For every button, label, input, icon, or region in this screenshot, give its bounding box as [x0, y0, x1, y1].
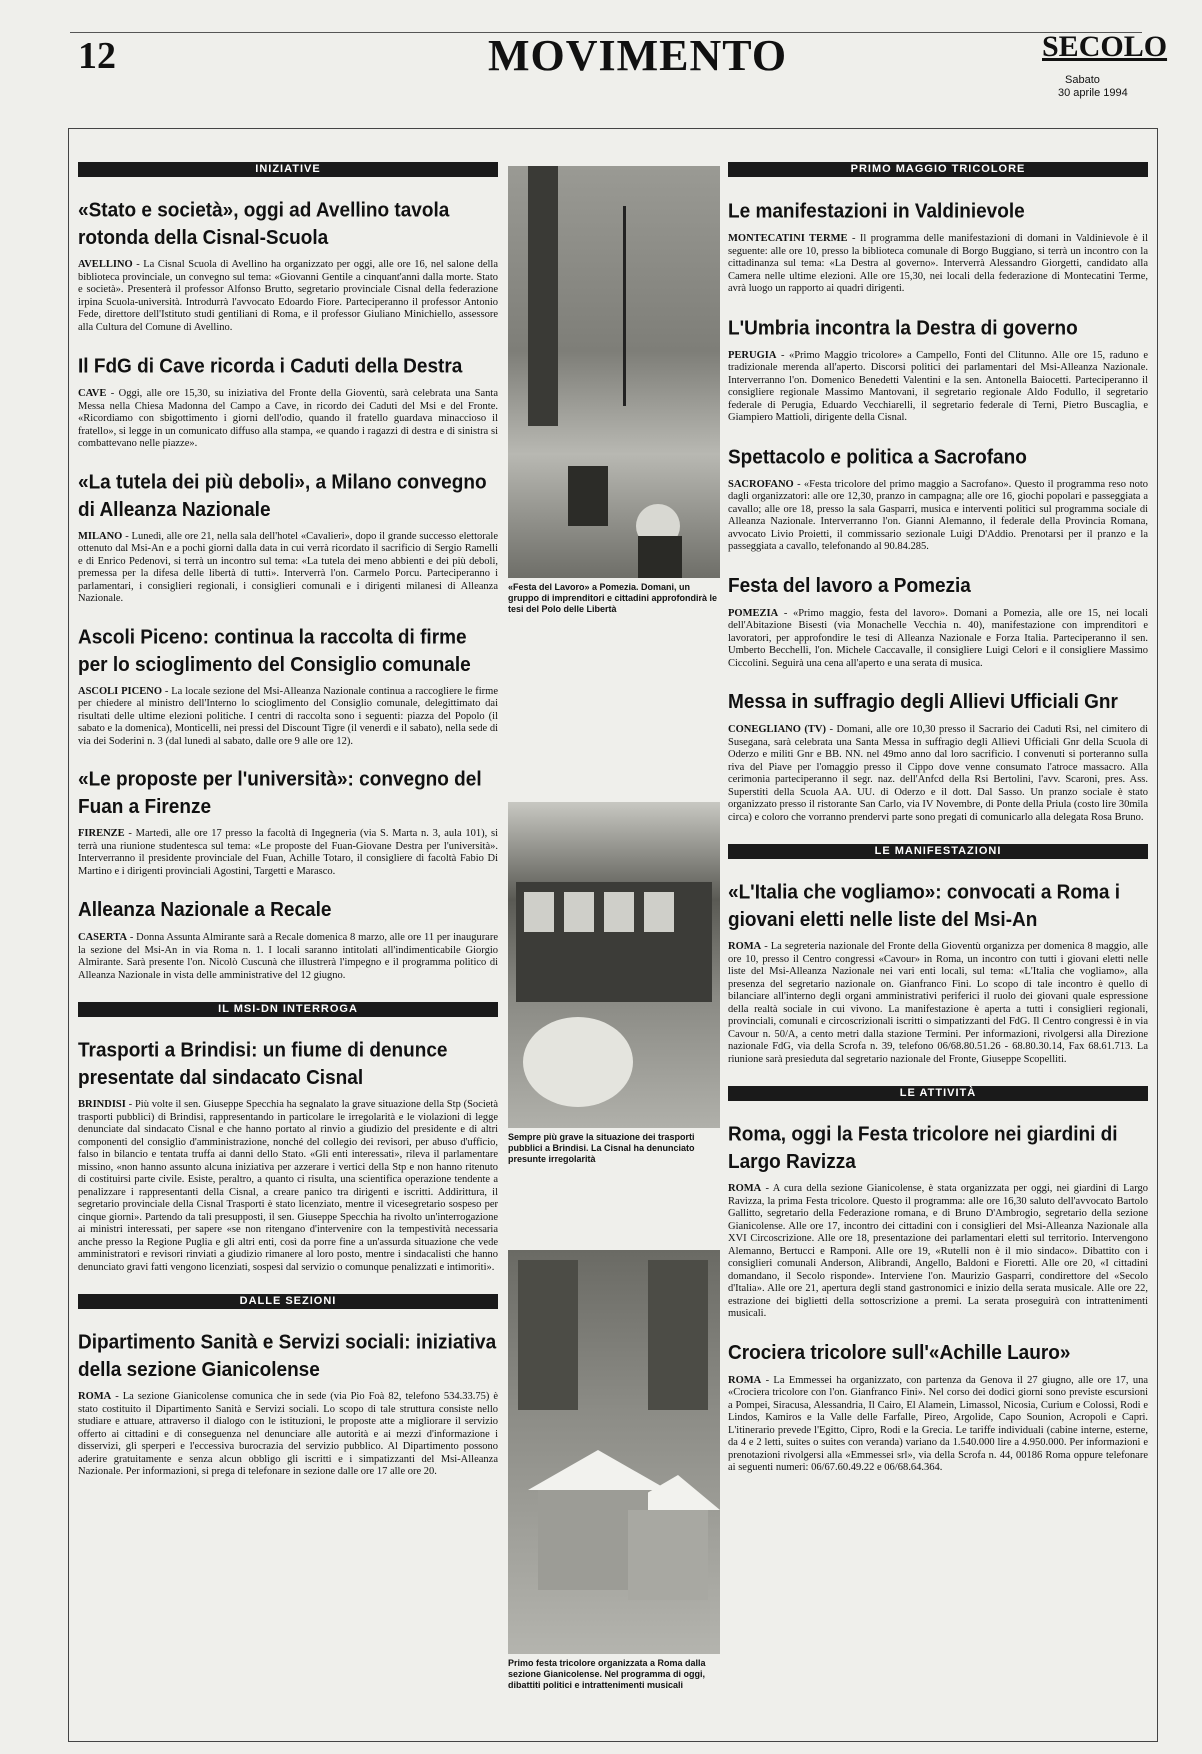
- issue-date: 30 aprile 1994: [1058, 87, 1128, 99]
- article-title: Messa in suffragio degli Allievi Ufficiali Gnr: [728, 691, 1118, 714]
- dateline: MILANO: [78, 530, 123, 542]
- right-column: [728, 162, 1148, 1495]
- article-body: [78, 531, 498, 606]
- article-title: Crociera tricolore sull'«Achille Lauro»: [728, 1341, 1071, 1364]
- photo-festa: [508, 1250, 720, 1654]
- article-body: [78, 388, 498, 451]
- dateline: FIRENZE: [78, 828, 125, 839]
- dateline: CAVE: [78, 388, 107, 399]
- article-body: [728, 1183, 1148, 1321]
- article-title: Il FdG di Cave ricorda i Caduti della Destra: [78, 355, 463, 378]
- article-text: - Oggi, alle ore 15,30, su iniziativa del Fronte della Gioventù, sarà celebrata una Santa Messa nella Chiesa Madonna del Campo a Cave, in ricordo dei Caduti del Msi e del Fronte. «Ricordiamo con sbigottimento i giorni dell'odio, quando il fratello guardava minaccioso il fratello», si legge in un comunicato diffuso alla stampa, «e quando i ragazzi di destra e di sinistra si combattevano nelle piazze».: [78, 388, 498, 449]
- article-text: - Lunedì, alle ore 21, nella sala dell'hotel «Cavalieri», dopo il grande successo elettorale ottenuto dal Msi-An e a pochi giorni dalla data in cui verrà ricordato il sacrificio di Sergio Ramelli e di Enrico Pedenovi, si terrà un incontro sul tema: «La tutela dei meno abbienti e dei più deboli, premessa per la difesa delle libertà di tutti». Interverrà l'on. Carmelo Porcu. Parteciperanno i parlamentari, i consiglieri regionali, i consiglieri comunali e i dirigenti milanesi di Alleanza Nazionale.: [78, 530, 499, 604]
- dateline: PERUGIA: [728, 349, 777, 361]
- dateline: ROMA: [78, 1391, 112, 1402]
- section-bar: LE ATTIVITÀ: [728, 1086, 1148, 1101]
- article-title: Dipartimento Sanità e Servizi sociali: iniziativa della sezione Gianicolense: [78, 1331, 497, 1382]
- photo-caption: Sempre più grave la situazione dei trasporti pubblici a Brindisi. La Cisnal ha denunciato presunte irregolarità: [508, 1132, 695, 1164]
- article-text: - A cura della sezione Gianicolense, è stata organizzata per oggi, nei giardini di Largo Ravizza, la prima Festa tricolore. Questo il programma: alle ore 16,30 saluto dell'avvocato Bartolo Gallitto, segretario della Federazione romana, e di Bruno D'Ambrogio, segretario della sezione Gianicolense. Alle ore 17, incontro dei cittadini con i consiglieri del Msi-Alleanza Nazionale alla XVI Circoscrizione. Alle ore 18, presentazione dei parlamentari eletti sul territorio. Intervengono Alemanno, Bertucci e Ramponi. Alle ore 19, «Rutelli non è il mio sindaco». Dibattito con i consiglieri comunali Anderson, Alibrandi, Angello, Baldoni e Fioretti. Alle ore 20, «I cittadini domandano, il Secolo risponde». Interviene l'on. Maurizio Gasparri, condirettore del «Secolo d'Italia». Alle ore 21, apertura degli stand gastronomici e inizio della serata musicale. Alle ore 22, estrazione dei biglietti della sottoscrizione a premi. La serata proseguirà con intrattenimenti musicali.: [728, 1183, 1148, 1319]
- article-body: [78, 686, 498, 749]
- article-text: - La sezione Gianicolense comunica che in sede (via Pio Foà 82, telefono 534.33.75) è stato costituito il Dipartimento Sanità e Servizi sociali. Lo scopo di tale struttura consiste nello studiare e attuare, attraverso il dialogo con le istituzioni, le proposte atte a migliorare il servizio offerto ai cittadini e di conseguenza nel denunciare alle autorità e ai mezzi d'informazione i disservizi, gli sperperi e l'eccessiva burocrazia del servizio pubblico. Al Dipartimento possono aderire gratuitamente e senza alcun obbligo gli iscritti e i simpatizzanti del Msi-Alleanza Nazionale. Per informazioni, si prega di telefonare in sezione dalle ore 17 alle ore 20.: [78, 1391, 499, 1477]
- article-text: - La segreteria nazionale del Fronte della Gioventù organizza per domenica 8 maggio, alle ore 10, presso il Centro congressi «Cavour» in Roma, un incontro con tutti i giovani eletti nelle liste del Msi-Alleanza Nazionale nei vari enti locali, sul tema: «L'Italia che vogliamo», alla presenza del segretario nazionale on. Gianfranco Fini. Lo scopo di tale incontro è quello di bilanciare all'interno degli organi amministrativi periferici il ruolo dei giovani quale espressione della realtà sociale in cui vivono. La manifestazione è aperta a tutti i consiglieri regionali, provinciali, comunali e circoscrizionali iscritti o simpatizzanti del FdG. Il Centro congressi è in via Cavour n. 50/A, a cento metri dalla stazione Termini. Per informazioni, rivolgersi alla Direzione nazionale FdG, via della Scrofa n. 39, telefono 06/68.80.51.26 - 68.80.30.14, Fax 68.61.713. La riunione sarà presieduta dal segretario nazionale del Fronte, Giuseppe Scopelliti.: [728, 941, 1148, 1065]
- bus-icon: [508, 802, 720, 1128]
- article-title: Trasporti a Brindisi: un fiume di denunce presentate dal sindacato Cisnal: [78, 1039, 448, 1090]
- article-text: - «Primo Maggio tricolore» a Campello, Fonti del Clitunno. Alle ore 15, raduno e tradizionale merenda all'aperto. Discorsi politici dei parlamentari del Msi-Alleanza Nazionale. Interverranno l'on. Domenico Benedetti Valentini e la sen. Antonella Baiocetti. Parteciperanno il consigliere regionale Massimo Mantovani, il segretario regionale Aldo Fodullo, il segretario federale di Perugia, Eduardo Vecchiarelli, il segretario federale di Terni, Pietro Buscaglia, e Giampiero Mattioli, dirigente della Cisnal.: [728, 349, 1148, 423]
- dateline: ASCOLI PICENO: [78, 685, 162, 697]
- section-title: MOVIMENTO: [488, 31, 788, 80]
- article-title: «L'Italia che vogliamo»: convocati a Roma i giovani eletti nelle liste del Msi-An: [728, 881, 1121, 932]
- dateline: BRINDISI: [78, 1099, 126, 1110]
- article-title: «La tutela dei più deboli», a Milano convegno di Alleanza Nazionale: [78, 471, 487, 521]
- article-body: [728, 233, 1148, 296]
- article-body: [728, 350, 1148, 425]
- photo-caption: Primo festa tricolore organizzata a Roma dalla sezione Gianicolense. Nel programma di oggi, dibattiti politici e intrattenimenti musicali: [508, 1658, 706, 1690]
- paper-logo: SECOLO: [1042, 30, 1168, 63]
- dateline: ROMA: [728, 1374, 762, 1386]
- article-title: Spettacolo e politica a Sacrofano: [728, 445, 1027, 468]
- article-body: [78, 1391, 498, 1479]
- article-title: Le manifestazioni in Valdinievole: [728, 200, 1025, 223]
- article-body: [78, 259, 498, 334]
- article-title: Ascoli Piceno: continua la raccolta di firme per lo scioglimento del Consiglio comunale: [78, 626, 471, 676]
- crane-icon: [508, 166, 720, 578]
- article-text: - La Cisnal Scuola di Avellino ha organizzato per oggi, alle ore 16, nel salone della biblioteca provinciale, un convegno sul tema: «Giovanni Gentile a cinquant'anni dalla morte. Stato e società». Presenterà il professor Alfonso Brutto, segretario provinciale Cisnal della federazione irpina Scuola-università. Introdurrà l'avvocato Edoardo Fiore. Parteciperanno il professor Antonio Fede, direttore dell'Istituto studi gentiliani di Roma, e il professor Giuliano Minichiello, assessore alla Cultura del Comune di Avellino.: [78, 259, 498, 333]
- tents-icon: [508, 1250, 720, 1654]
- photo-bus: [508, 802, 720, 1128]
- article-title: L'Umbria incontra la Destra di governo: [728, 316, 1078, 339]
- article-title: Roma, oggi la Festa tricolore nei giardini di Largo Ravizza: [728, 1123, 1118, 1174]
- masthead: [0, 0, 1202, 115]
- article-text: - Il programma delle manifestazioni di domani in Valdinievole è il seguente: alle ore 10, presso la biblioteca comunale di Borgo Buggiano, si terrà un incontro con la cittadinanza sul tema: «La Destra al governo». Interverrà Alessandro Giorgetti, candidato alla Camera nelle ultime elezioni. Alle ore 15,30, nei locali della federazione di Montecatini Terme, avrà luogo un rapporto ai quadri dirigenti.: [728, 233, 1148, 294]
- dateline: CONEGLIANO (TV): [728, 724, 826, 735]
- dateline: CASERTA: [78, 932, 128, 943]
- article-title: Festa del lavoro a Pomezia: [728, 574, 971, 597]
- left-column: [78, 162, 498, 1499]
- article-text: - Martedì, alle ore 17 presso la facoltà di Ingegneria (via S. Marta n. 3, aula 101), si terrà una riunione studentesca sul tema: «Le proposte del Fuan-Giovane Destra per l'università». Interverranno il presidente provinciale del Fuan, Achille Totaro, il consigliere di facoltà Fabio Di Martino e i dirigenti provinciali Agostini, Targetti e Marasco.: [78, 828, 498, 877]
- dateline: MONTECATINI TERME: [728, 233, 848, 244]
- article-text: - «Primo maggio, festa del lavoro». Domani a Pomezia, alle ore 15, nei locali dell'Abitazione Bisesti (via Monachelle Vecchia n. 40), manifestazione con imprenditori e lavoratori, per approfondire le tesi di Alleanza Nazionale e Forza Italia. Parteciperanno il sen. Umberto Becchelli, l'on. Michele Caccavalle, il consigliere Luigi Celori e il consigliere Massimo Ciccolini. Seguirà una cena all'aperto e una serata di musica.: [728, 607, 1149, 669]
- dateline: ROMA: [728, 941, 762, 952]
- article-title: Alleanza Nazionale a Recale: [78, 899, 332, 922]
- article-body: [728, 941, 1148, 1066]
- dateline: POMEZIA: [728, 607, 779, 619]
- article-text: - «Festa tricolore del primo maggio a Sacrofano». Questo il programma reso noto dagli organizzatori: alle ore 12,30, pranzo in campagna; alle ore 16, giochi popolari e passeggiata a cavallo; alle ore 18, presso la sala Gasparri, musica e interventi politici sul programma sociale di Alleanza Nazionale. Interverranno l'on. Gianni Alemanno, il federale della Provincia Romana, avvocato Livio Proietti, il commissario sezionale Luigi D'Addio. Prenotarsi per il pranzo e la passeggiata a cavallo, telefonando al 90.84.285.: [728, 478, 1149, 552]
- article-text: - La Emmessei ha organizzato, con partenza da Genova il 27 giugno, alle ore 17, una «Crociera tricolore con l'on. Gianfranco Fini». Nel corso dei dodici giorni sono previste escursioni a Pompei, Siracusa, Alessandria, Il Cairo, El Alamein, Limassol, Nicosia, Curium e Colossi, Rodi e Lindos, Kamiros e la Valle delle Farfalle, Pireo, Argolide, Capo Sounion, Acropoli e Capri. L'itinerario prevede l'Egitto, Cipro, Rodi e la Grecia. Le tariffe individuali (cabine interne, esterne, da 4 e 2 letti, suites o suites con veranda) variano da 1.540.000 lire a 4.950.000. Per informazioni e prenotazioni rivolgersi alla «Emmessei srl», via della Scrofa n. 44, 00186 Roma oppure telefonare ai seguenti numeri: 06/67.60.49.22 e 06/68.64.364.: [728, 1374, 1148, 1473]
- article-title: «Stato e società», oggi ad Avellino tavola rotonda della Cisnal-Scuola: [78, 199, 450, 250]
- dateline: AVELLINO: [78, 259, 133, 270]
- dateline: SACROFANO: [728, 478, 794, 490]
- article-body: [78, 1099, 498, 1274]
- section-bar: LE MANIFESTAZIONI: [728, 844, 1148, 859]
- photo-caption: «Festa del Lavoro» a Pomezia. Domani, un gruppo di imprenditori e cittadini approfondirà le tesi del Polo delle Libertà: [508, 582, 718, 614]
- section-bar: INIZIATIVE: [78, 162, 498, 177]
- page-number: 12: [78, 35, 116, 77]
- dateline: ROMA: [728, 1183, 762, 1194]
- section-bar: PRIMO MAGGIO TRICOLORE: [728, 162, 1148, 177]
- article-text: - Più volte il sen. Giuseppe Specchia ha segnalato la grave situazione della Stp (Società trasporti pubblici) di Brindisi, rappresentando in particolare le irregolarità e le violazioni di legge denunciate dal sindacato Cisnal e che hanno portato al rinvio a giudizio del presidente e di altri componenti del consiglio d'amministrazione, nonché del collegio dei revisori, per abuso d'ufficio, falso in bilancio e tentata truffa ai danni dello Stato. «Gli enti interessati», rileva il parlamentare missino, «non hanno assunto alcuna iniziativa per azzerare i vertici della Stp e non hanno ritenuto di costituirsi parte civile. Esiste, peraltro, a quanto ci risulta, una scientifica operazione tendente a penalizzare i rappresentanti della Cisnal, a creare panico tra dirigenti e iscritti. Addirittura, il segretario provinciale della Cisnal Trasporti è stato licenziato, mentre il vicesegretario sospeso per cinque giorni». Partendo da tali presupposti, il sen. Giuseppe Specchia ha rivolto un'interrogazione ai ministri interessati, per sapere «se non ritengano d'intervenire con la tempestività necessaria anche presso la Regione Puglia e gli altri enti, così da porre fine a un'assurda situazione che vede amministratori e revisori rinviati a giudizio rimanere al loro posto, mentre i sindacalisti che hanno denunciato gravi fatti vengono licenziati, sospesi dal servizio o comunque penalizzati e intimoriti».: [78, 1099, 499, 1273]
- section-bar: IL MSI-DN INTERROGA: [78, 1002, 498, 1017]
- article-body: [728, 1375, 1148, 1475]
- article-body: [78, 932, 498, 982]
- article-text: - La locale sezione del Msi-Alleanza Nazionale continua a raccogliere le firme per chiedere al ministro dell'Interno lo scioglimento del Consiglio comunale, delegittimato dai risultati delle ultime elezioni politiche. I centri di raccolta sono i seguenti: piazza del Popolo (il sabato e la domenica), Monticelli, nei pressi del Discount Tigre (il venerdì e il sabato), nella sede di via dei Soderini n. 3 (dal lunedì al sabato, dalle ore 9 alle ore 12).: [78, 685, 498, 747]
- article-text: - Donna Assunta Almirante sarà a Recale domenica 8 marzo, alle ore 11 per inaugurare la sezione del Msi-An in via Roma n. 1. I locali saranno intitolati all'indimenticabile Giorgio Almirante. Sarà presente l'on. Nicolò Cuscunà che illustrerà l'impegno e il programma politico di Alleanza Nazionale in vista delle amministrative del 12 giugno.: [78, 932, 499, 981]
- article-title: «Le proposte per l'università»: convegno del Fuan a Firenze: [78, 768, 482, 819]
- photo-crane: [508, 166, 720, 578]
- article-body: [728, 479, 1148, 554]
- article-text: - Domani, alle ore 10,30 presso il Sacrario dei Caduti Rsi, nel cimitero di Susegana, sarà celebrata una Santa Messa in suffragio degli Allievi Ufficiali Gnr della Scuola di Oderzo e militi Gnr e BB. NN. nel 49mo anno dal loro sacrificio. I convenuti si porteranno sulla riva del Piave per l'omaggio presso il Cippo dove venne consumato l'atroce massacro. Alla cerimonia parteciperanno il segr. naz. dell'Anfcd della Rsi Bertolini, l'avv. Scaroni, pres. Ass. Superstiti della Scuola AA. UU. di Oderzo e il dott. Dal Sasso. Un pranzo sociale è stato organizzato presso il ristorante San Carlo, via IV Novembre, di Ponte della Priula (costo lire 30mila circa) e coloro che vorranno prendervi parte sono pregati di comunicarlo alla delegata Rosa Bruno.: [728, 724, 1148, 823]
- article-body: [728, 724, 1148, 824]
- article-body: [728, 608, 1148, 671]
- section-bar: DALLE SEZIONI: [78, 1294, 498, 1309]
- issue-day: Sabato: [1065, 74, 1100, 86]
- article-body: [78, 828, 498, 878]
